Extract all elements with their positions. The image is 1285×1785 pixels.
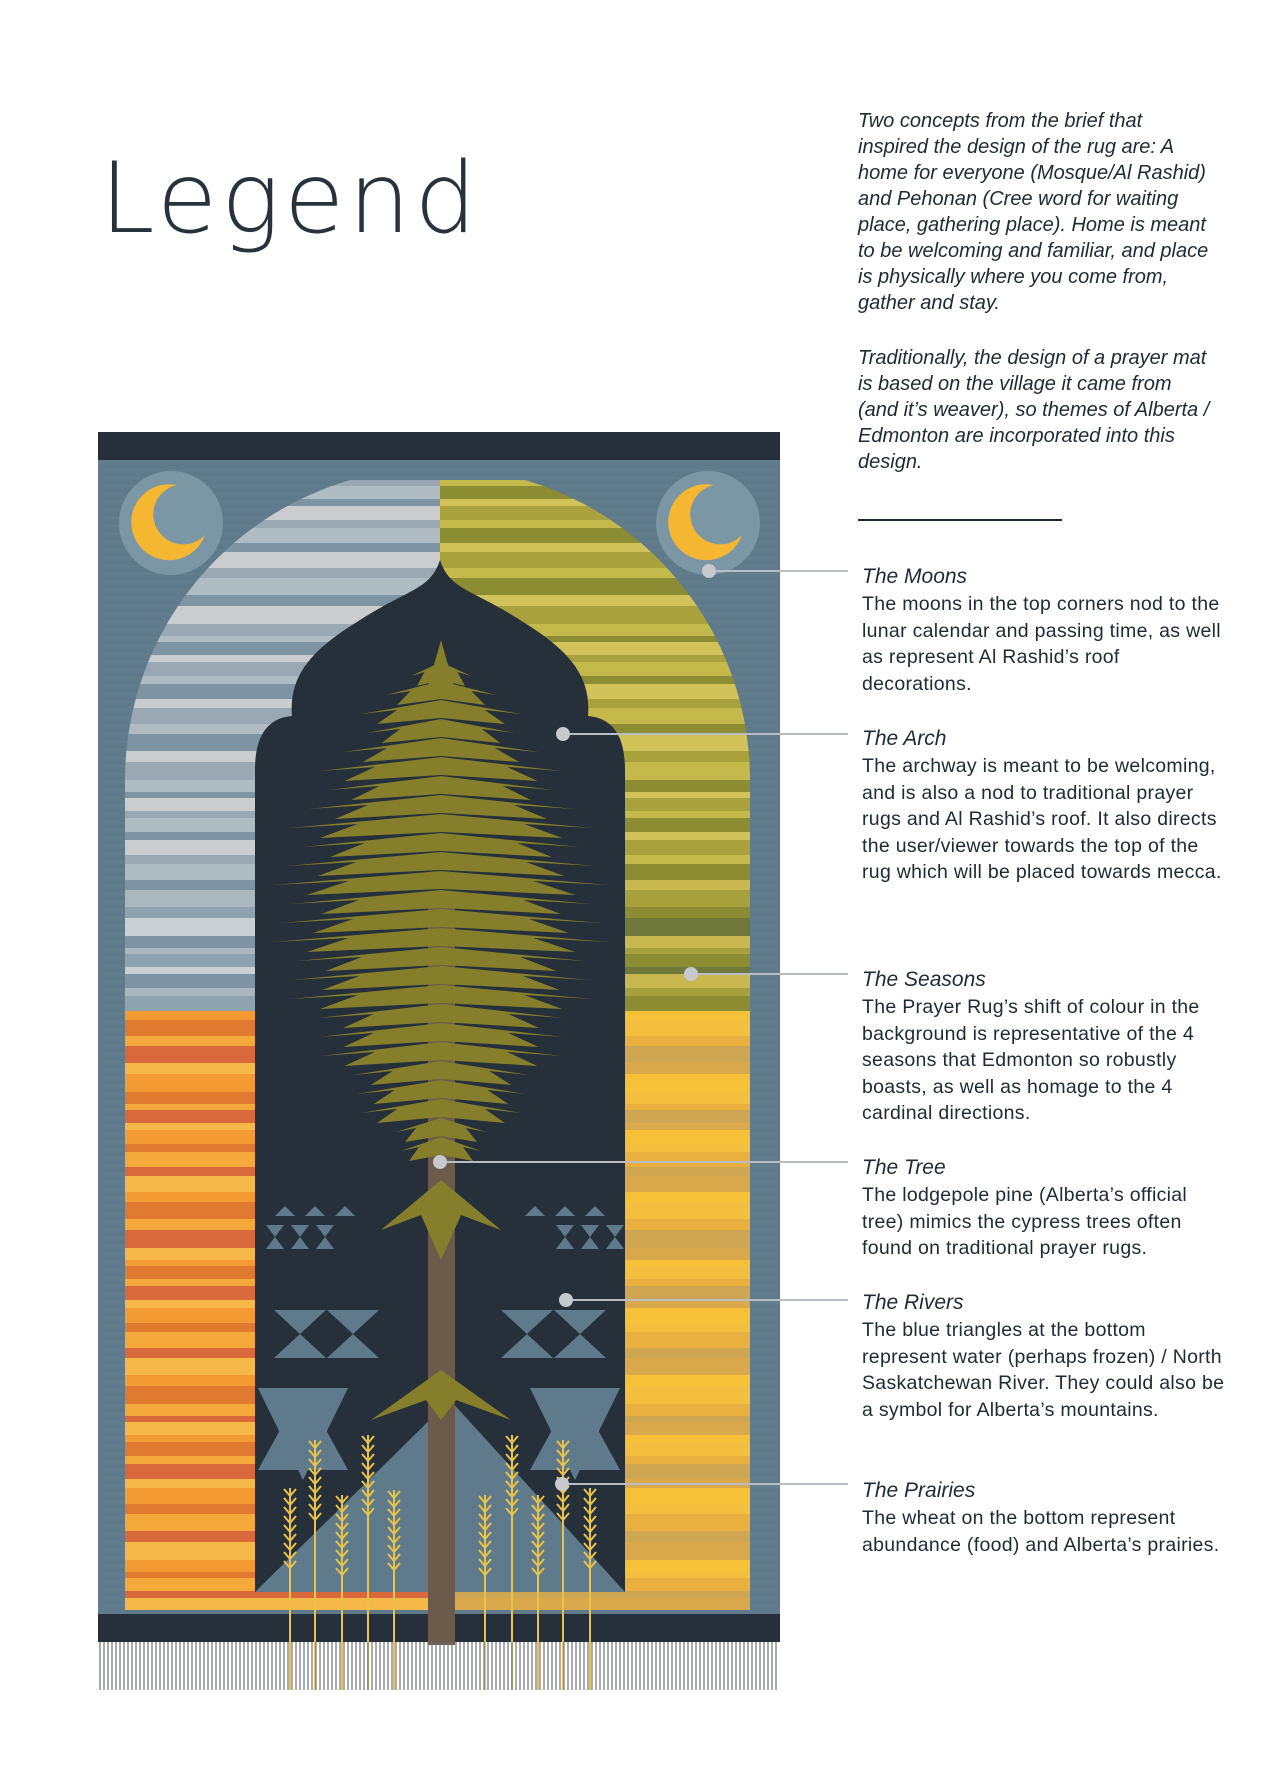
legend-text: The blue triangles at the bottom represent water (perhaps frozen) / North Saskatchewan River. They could also be a symbol for Alberta’s mountains. bbox=[862, 1319, 1225, 1421]
rug-fringe bbox=[100, 1642, 776, 1690]
legend-item-moons bbox=[862, 563, 1232, 697]
legend-title: The Tree bbox=[862, 1156, 946, 1179]
moon-right-icon bbox=[656, 471, 760, 575]
legend-text: The archway is meant to be welcoming, and is also a nod to traditional prayer rugs and Al Rashid’s roof. It also directs the user/viewer towards the top of the rug which will be placed towards mecca. bbox=[862, 755, 1222, 883]
moon-left-icon bbox=[119, 471, 223, 575]
legend-item-rivers bbox=[862, 1289, 1232, 1423]
legend-item-tree bbox=[862, 1154, 1232, 1262]
legend-item-prairies bbox=[862, 1477, 1232, 1558]
legend-text: The wheat on the bottom represent abundance (food) and Alberta’s prairies. bbox=[862, 1507, 1220, 1556]
legend-item-seasons bbox=[862, 966, 1232, 1127]
leader-dot bbox=[433, 1155, 447, 1169]
section-divider bbox=[858, 519, 1062, 521]
legend-item-arch bbox=[862, 725, 1232, 886]
legend-title: The Seasons bbox=[862, 968, 986, 991]
legend-text: The moons in the top corners nod to the lunar calendar and passing time, as well as represent Al Rashid’s roof decorations. bbox=[862, 593, 1221, 695]
page-title: Legend bbox=[100, 142, 481, 256]
intro-paragraph-2: Traditionally, the design of a prayer mat is based on the village it came from (and it’s weaver), so themes of Alberta / Edmonton are incorporated into this design. bbox=[858, 347, 1210, 473]
leader-dot bbox=[555, 1477, 569, 1491]
stripe bbox=[440, 1591, 760, 1598]
legend-title: The Moons bbox=[862, 565, 968, 588]
leader-dot bbox=[684, 967, 698, 981]
legend-text: The lodgepole pine (Alberta’s official tree) mimics the cypress trees often found on traditional prayer rugs. bbox=[862, 1184, 1188, 1259]
legend-title: The Arch bbox=[862, 727, 947, 750]
legend-title: The Prairies bbox=[862, 1479, 976, 1502]
leader-dot bbox=[559, 1293, 573, 1307]
legend-title: The Rivers bbox=[862, 1291, 964, 1314]
stripe bbox=[120, 1591, 440, 1598]
stripe bbox=[440, 1598, 760, 1612]
stripe bbox=[120, 1598, 440, 1612]
intro-paragraph-1: Two concepts from the brief that inspired the design of the rug are: A home for everyone (Mosque/Al Rashid) and Pehonan (Cree word for waiting place, gathering place). Home is meant to be welcoming and familiar, and place is physically where you come from, gather and stay. bbox=[858, 110, 1209, 314]
rug-top-band bbox=[98, 432, 780, 460]
leader-dot bbox=[556, 727, 570, 741]
leader-dot bbox=[702, 564, 716, 578]
legend-text: The Prayer Rug’s shift of colour in the background is representative of the 4 seasons that Edmonton so robustly boasts, as well as homage to the 4 cardinal directions. bbox=[862, 996, 1200, 1124]
